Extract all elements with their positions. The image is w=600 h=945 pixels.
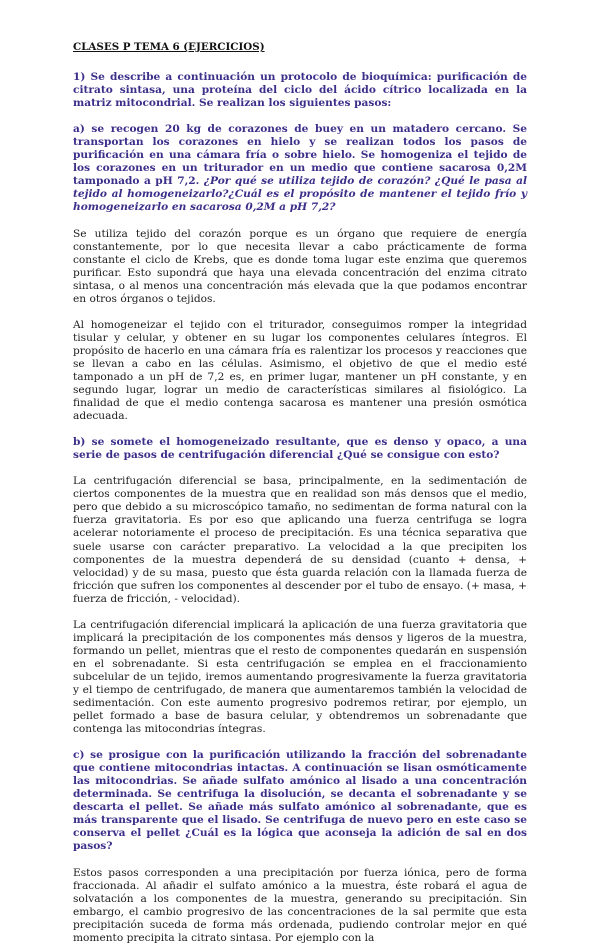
question-1-intro: 1) Se describe a continuación un protocolo de bioquímica: purificación de citrato sintasa, una proteína del ciclo del ácido cítrico localizada en la matriz mitocondrial. Se realizan los siguientes pasos:: [73, 71, 527, 110]
question-a-text: a) se recogen 20 kg de corazones de buey en un matadero cercano. Se transportan los corazones en hielo y se realizan todos los pasos de purificación en una cámara fría o sobre hielo. Se homogeniza el tejido de los corazones en un triturador en un medio que contiene sacarosa 0,2M tamponado a pH 7,2.: [73, 123, 527, 188]
answer-b-paragraph-1: La centrifugación diferencial se basa, principalmente, en la sedimentación de ciertos componentes de la muestra que en realidad son más densos que el medio, pero que debido a su microscópico tamaño, no sedimentan de forma natural con la fuerza gravitatoria. Es por eso que aplicando una fuerza centrifuga se logra acelerar notoriamente el proceso de precipitación. Es una técnica separativa que suele usarse con carácter preparativo. La velocidad a la que precipiten los componentes de la muestra dependerá de su densidad (cuanto + densa, + velocidad) y de su masa, puesto que ésta guarda relación con la llamada fuerza de fricción que sufren los componentes al descender por el tubo de ensayo. (+ masa, + fuerza de fricción, - velocidad).: [73, 475, 527, 605]
answer-a-paragraph-1: Se utiliza tejido del corazón porque es un órgano que requiere de energía constantemente, por lo que necesita llevar a cabo prácticamente de forma constante el ciclo de Krebs, que es donde toma lugar este enzima que queremos purificar. Esto supondrá que haya una elevada concentración del enzima citrato sintasa, o al menos una concentración más elevada que la que podamos encontrar en otros órganos o tejidos.: [73, 227, 527, 305]
question-c: c) se prosigue con la purificación utilizando la fracción del sobrenadante que contiene mitocondrias intactas. A continuación se lisan osmóticamente las mitocondrias. Se añade sulfato amónico al lisado a una concentración determinada. Se centrifuga la disolución, se decanta el sobrenadante y se descarta el pellet. Se añade más sulfato amónico al sobrenadante, que es más transparente que el lisado. Se centrifuga de nuevo pero en este caso se conserva el pellet ¿Cuál es la lógica que aconseja la adición de sal en dos pasos?: [73, 749, 527, 853]
answer-a-paragraph-2: Al homogeneizar el tejido con el triturador, conseguimos romper la integridad tisular y celular, y obtener en su lugar los componentes celulares íntegros. El propósito de hacerlo en una cámara fría es ralentizar los procesos y reacciones que se llevan a cabo en las células. Asimismo, el objetivo de que el medio esté tamponado a un pH de 7,2 es, en primer lugar, mantener un pH constante, y en segundo lugar, lograr un medio de características similares al fisiológico. La finalidad de que el medio contenga sacarosa es mantener una presión osmótica adecuada.: [73, 318, 527, 423]
question-a-question: ¿Por qué se utiliza tejido de corazón? ¿Qué le pasa al tejido al homogeneizarlo?¿Cuál es el propósito de mantener el tejido frío y homogeneizarlo en sacarosa 0,2M a pH 7,2?: [73, 175, 527, 214]
answer-c-paragraph-1: Estos pasos corresponden a una precipitación por fuerza iónica, pero de forma fraccionada. Al añadir el sulfato amónico a la muestra, éste robará el agua de solvatación a los componentes de la muestra, generando su precipitación. Sin embargo, el cambio progresivo de las concentraciones de la sal permite que esta precipitación suceda de forma más ordenada, pudiendo controlar mejor en qué momento precipita la citrato sintasa. Por ejemplo con la: [73, 866, 527, 944]
question-b: b) se somete el homogeneizado resultante, que es denso y opaco, a una serie de pasos de centrifugación diferencial ¿Qué se consigue con esto?: [73, 436, 527, 462]
question-a: [73, 123, 527, 214]
answer-b-paragraph-2: La centrifugación diferencial implicará la aplicación de una fuerza gravitatoria que implicará la precipitación de los componentes más densos y ligeros de la muestra, formando un pellet, mientras que el resto de componentes quedarán en suspensión en el sobrenadante. Si esta centrifugación se emplea en el fraccionamiento subcelular de un tejido, iremos aumentando progresivamente la fuerza gravitatoria y el tiempo de centrifugado, de manera que aumentaremos también la velocidad de sedimentación. Con este aumento progresivo podremos retirar, por ejemplo, un pellet formado a base de basura celular, y obtendremos un sobrenadante que contenga las mitocondrias íntegras.: [73, 618, 527, 736]
document-title: CLASES P TEMA 6 (EJERCICIOS): [73, 41, 265, 53]
